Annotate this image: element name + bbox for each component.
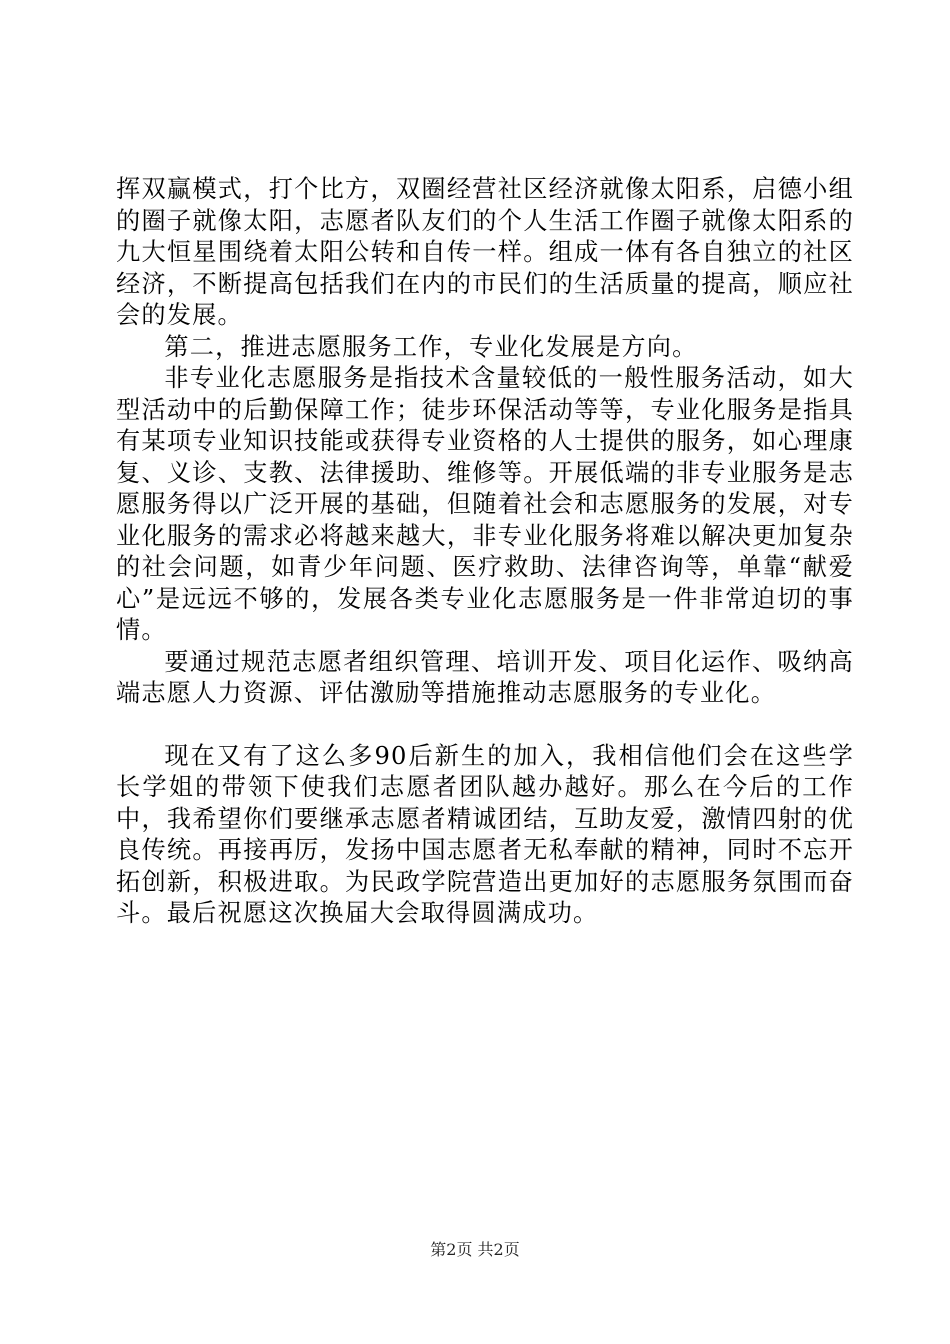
paragraph-measures: 要通过规范志愿者组织管理、培训开发、项目化运作、吸纳高端志愿人力资源、评估激励等措施推动志愿服务的专业化。 — [116, 647, 854, 707]
paragraph-professional-service: 非专业化志愿服务是指技术含量较低的一般性服务活动，如大型活动中的后勤保障工作；徒步环保活动等等，专业化服务是指具有某项专业知识技能或获得专业资格的人士提供的服务，如心理康复、义诊、支教、法律援助、维修等。开展低端的非专业服务是志愿服务得以广泛开展的基础，但随着社会和志愿服务的发展，对专业化服务的需求必将越来越大，非专业化服务将难以解决更加复杂的社会问题，如青少年问题、医疗救助、法律咨询等，单靠“献爱心”是远远不够的，发展各类专业化志愿服务是一件非常迫切的事情。 — [116, 364, 854, 644]
page-footer: 第2页 共2页 — [430, 1240, 520, 1259]
paragraph-continuation: 挥双赢模式，打个比方，双圈经营社区经济就像太阳系，启德小组的圈子就像太阳，志愿者队友们的个人生活工作圈子就像太阳系的九大恒星围绕着太阳公转和自传一样。组成一体有各自独立的社区经济，不断提高包括我们在内的市民们的生活质量的提高，顺应社会的发展。 — [116, 175, 854, 329]
paragraph-section-heading: 第二，推进志愿服务工作，专业化发展是方向。 — [164, 332, 698, 361]
document-body — [116, 174, 854, 930]
paragraph-gap — [116, 710, 854, 741]
paragraph-closing: 现在又有了这么多90后新生的加入，我相信他们会在这些学长学姐的带领下使我们志愿者团队越办越好。那么在今后的工作中，我希望你们要继承志愿者精诚团结，互助友爱，激情四射的优良传统。再接再厉，发扬中国志愿者无私奉献的精神，同时不忘开拓创新，积极进取。为民政学院营造出更加好的志愿服务氛围而奋斗。最后祝愿这次换届大会取得圆满成功。 — [116, 741, 854, 927]
